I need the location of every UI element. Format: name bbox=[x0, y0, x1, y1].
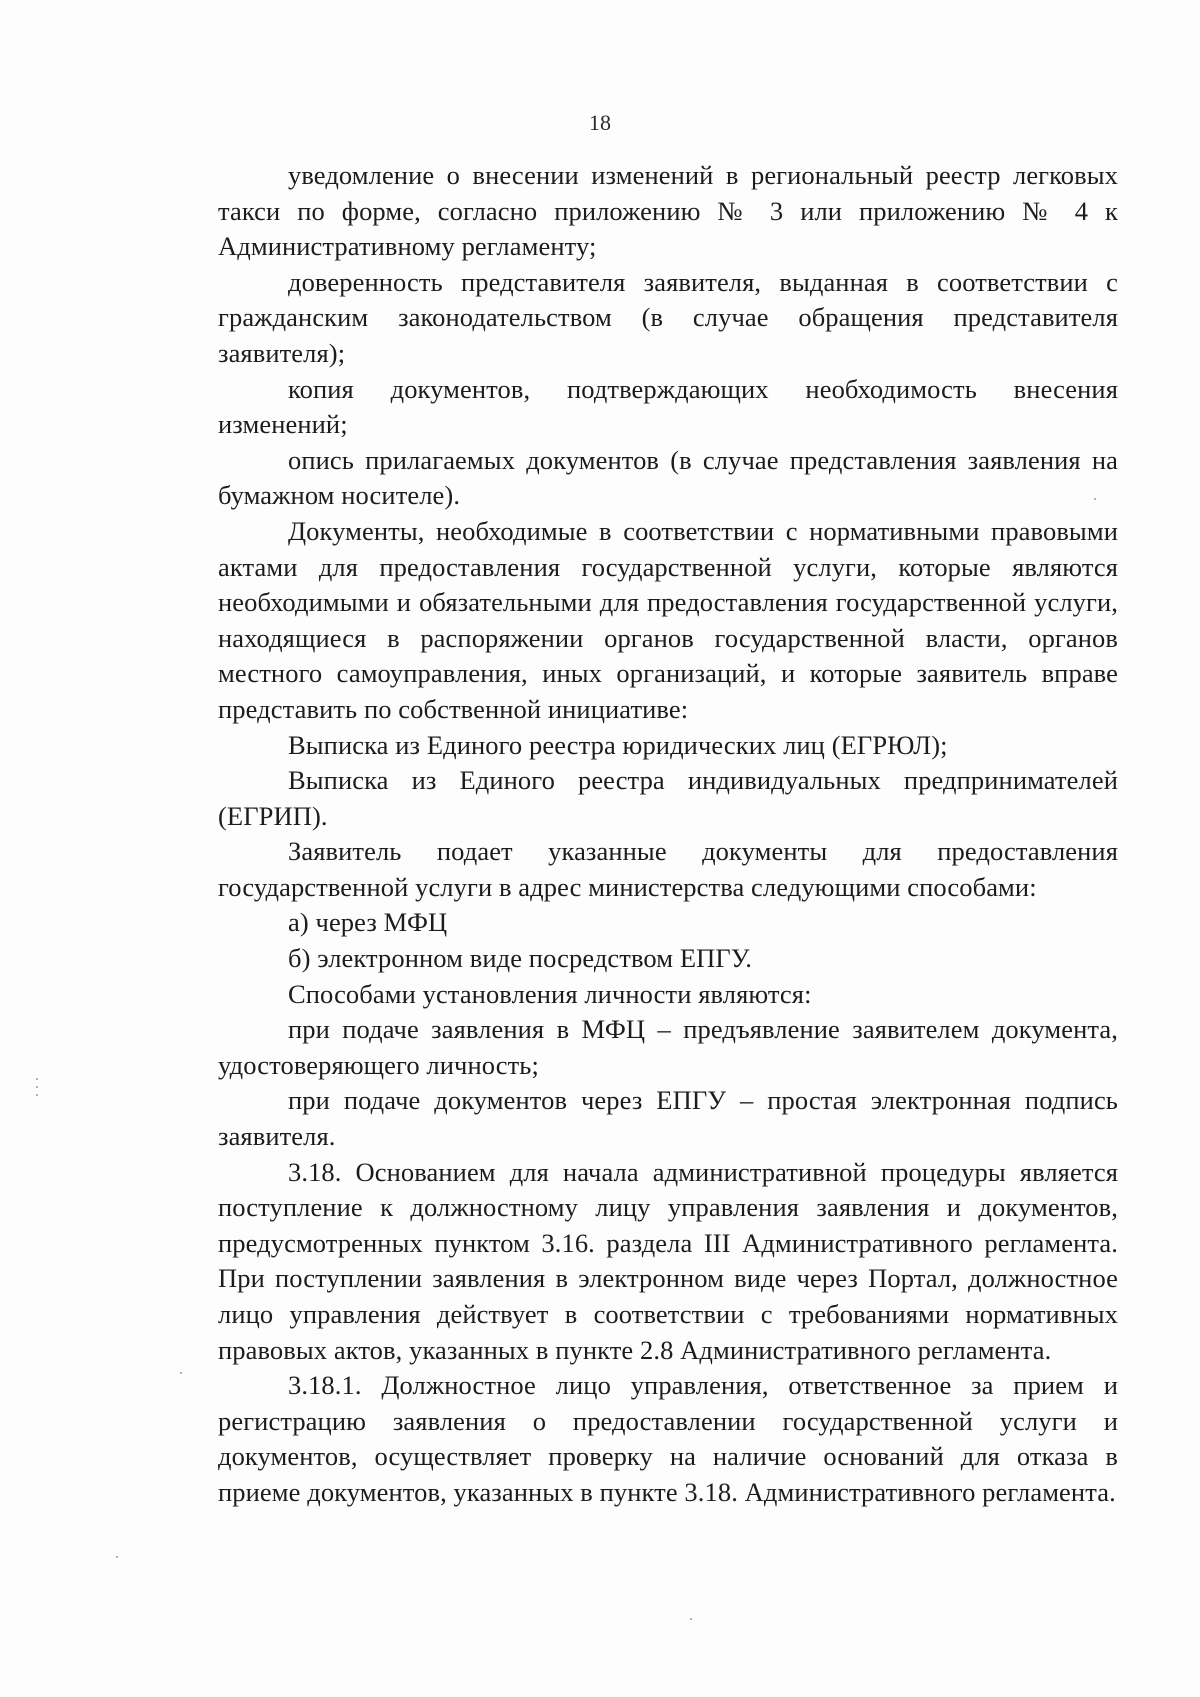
scan-speck bbox=[36, 1078, 38, 1080]
paragraph-egrip-extract: Выписка из Единого реестра индивидуальных предпринимателей (ЕГРИП). bbox=[218, 765, 1118, 831]
paragraph-identity-mfc: при подаче заявления в МФЦ – предъявление заявителем документа, удостоверяющего личность; bbox=[218, 1014, 1118, 1080]
paragraph-section-3-18: 3.18. Основанием для начала административной процедуры является поступление к должностному лицу управления заявления и документов, предусмотренных пунктом 3.16. раздела III Административного регламента. При поступлении заявления в электронном виде через Портал, должностное лицо управления действует в соответствии с требованиями нормативных правовых актов, указанных в пункте 2.8 Административного регламента. bbox=[218, 1156, 1118, 1365]
paragraph-document-copies: копия документов, подтверждающих необходимость внесения изменений; bbox=[218, 373, 1118, 440]
paragraph-egrul-extract: Выписка из Единого реестра юридических лиц (ЕГРЮЛ); bbox=[288, 729, 948, 760]
paragraph-section-3-18-1: 3.18.1. Должностное лицо управления, ответственное за прием и регистрацию заявления о предоставлении государственной услуги и документов, осуществляет проверку на наличие оснований для отказа в приеме документов, указанных в пункте 3.18. Административного регламента. bbox=[218, 1370, 1118, 1507]
paragraph-power-of-attorney: доверенность представителя заявителя, выданная в соответствии с гражданским законодательством (в случае обращения представителя заявителя); bbox=[218, 266, 1118, 368]
scan-speck bbox=[180, 1372, 182, 1374]
scan-speck bbox=[690, 1618, 692, 1620]
list-item-epgu: б) электронном виде посредством ЕПГУ. bbox=[288, 943, 753, 974]
list-item-mfc: а) через МФЦ bbox=[288, 907, 448, 938]
paragraph-identity-methods: Способами установления личности являются: bbox=[288, 978, 812, 1009]
paragraph-notification-form: уведомление о внесении изменений в региональный реестр легковых такси по форме, согласно приложению № 3 или приложению № 4 к Административному регламенту; bbox=[218, 160, 1118, 262]
page-number: 18 bbox=[589, 110, 611, 135]
paragraph-identity-epgu: при подаче документов через ЕПГУ – простая электронная подпись заявителя. bbox=[218, 1085, 1118, 1152]
scan-speck bbox=[1094, 498, 1096, 500]
document-body bbox=[218, 158, 1118, 1511]
paragraph-required-documents: Документы, необходимые в соответствии с нормативными правовыми актами для предоставления государственной услуги, которые являются необходимыми и обязательными для предоставления государственной услуги, находящиеся в распоряжении органов государственной власти, органов местного самоуправления, иных организаций, и которые заявитель вправе представить по собственной инициативе: bbox=[218, 515, 1118, 724]
scan-speck bbox=[36, 1094, 38, 1096]
paragraph-submission-methods: Заявитель подает указанные документы для предоставления государственной услуги в адрес министерства следующими способами: bbox=[218, 836, 1118, 902]
scan-speck bbox=[116, 1556, 118, 1558]
scan-speck bbox=[36, 1086, 38, 1088]
paragraph-inventory: опись прилагаемых документов (в случае представления заявления на бумажном носителе). bbox=[218, 444, 1118, 511]
